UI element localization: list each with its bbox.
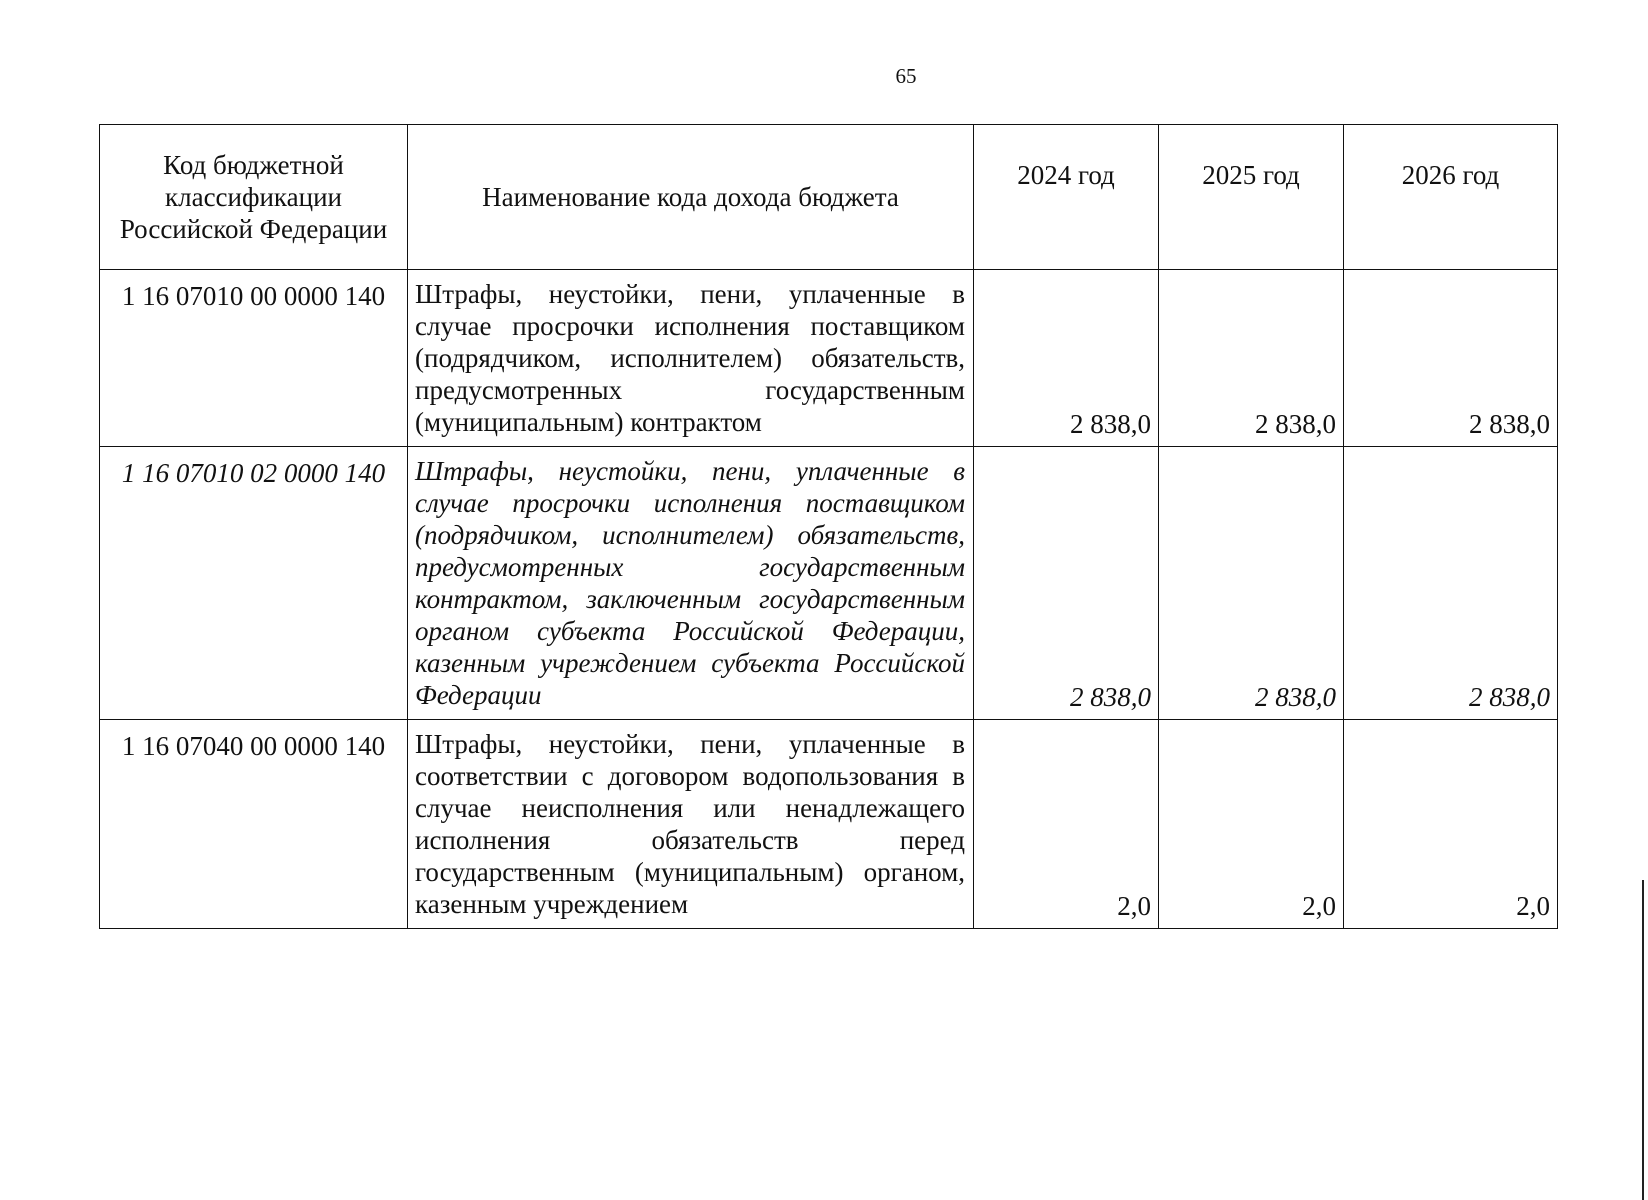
row-code: 1 16 07010 00 0000 140 [100, 270, 408, 447]
budget-revenue-table [99, 124, 1558, 929]
table-header-row [100, 125, 1558, 270]
row-code: 1 16 07010 02 0000 140 [100, 447, 408, 720]
header-name: Наименование кода дохода бюджета [408, 125, 974, 270]
row-value-2024: 2,0 [974, 720, 1159, 929]
header-year-2025: 2025 год [1159, 125, 1344, 270]
scan-edge-line [1642, 880, 1644, 1200]
row-value-2025: 2 838,0 [1159, 447, 1344, 720]
row-code: 1 16 07040 00 0000 140 [100, 720, 408, 929]
row-value-2024: 2 838,0 [974, 447, 1159, 720]
header-code: Код бюджетной классификации Российской Федерации [100, 125, 408, 270]
header-year-2026: 2026 год [1344, 125, 1558, 270]
row-name: Штрафы, неустойки, пени, уплаченные в случае просрочки исполнения поставщиком (подрядчиком, исполнителем) обязательств, предусмотренных государственным (муниципальным) контрактом [408, 270, 974, 447]
row-name: Штрафы, неустойки, пени, уплаченные в соответствии с договором водопользования в случае неисполнения или ненадлежащего исполнения обязательств перед государственным (муниципальным) органом, казенным учреждением [408, 720, 974, 929]
table-row [100, 270, 1558, 447]
row-value-2026: 2,0 [1344, 720, 1558, 929]
page-number: 65 [895, 64, 917, 88]
row-value-2026: 2 838,0 [1344, 447, 1558, 720]
row-value-2026: 2 838,0 [1344, 270, 1558, 447]
row-value-2024: 2 838,0 [974, 270, 1159, 447]
table-row [100, 720, 1558, 929]
header-year-2024: 2024 год [974, 125, 1159, 270]
row-value-2025: 2 838,0 [1159, 270, 1344, 447]
row-name: Штрафы, неустойки, пени, уплаченные в случае просрочки исполнения поставщиком (подрядчиком, исполнителем) обязательств, предусмотренных государственным контрактом, заключенным государственным органом субъекта Российской Федерации, казенным учреждением субъекта Российской Федерации [408, 447, 974, 720]
table-row [100, 447, 1558, 720]
row-value-2025: 2,0 [1159, 720, 1344, 929]
